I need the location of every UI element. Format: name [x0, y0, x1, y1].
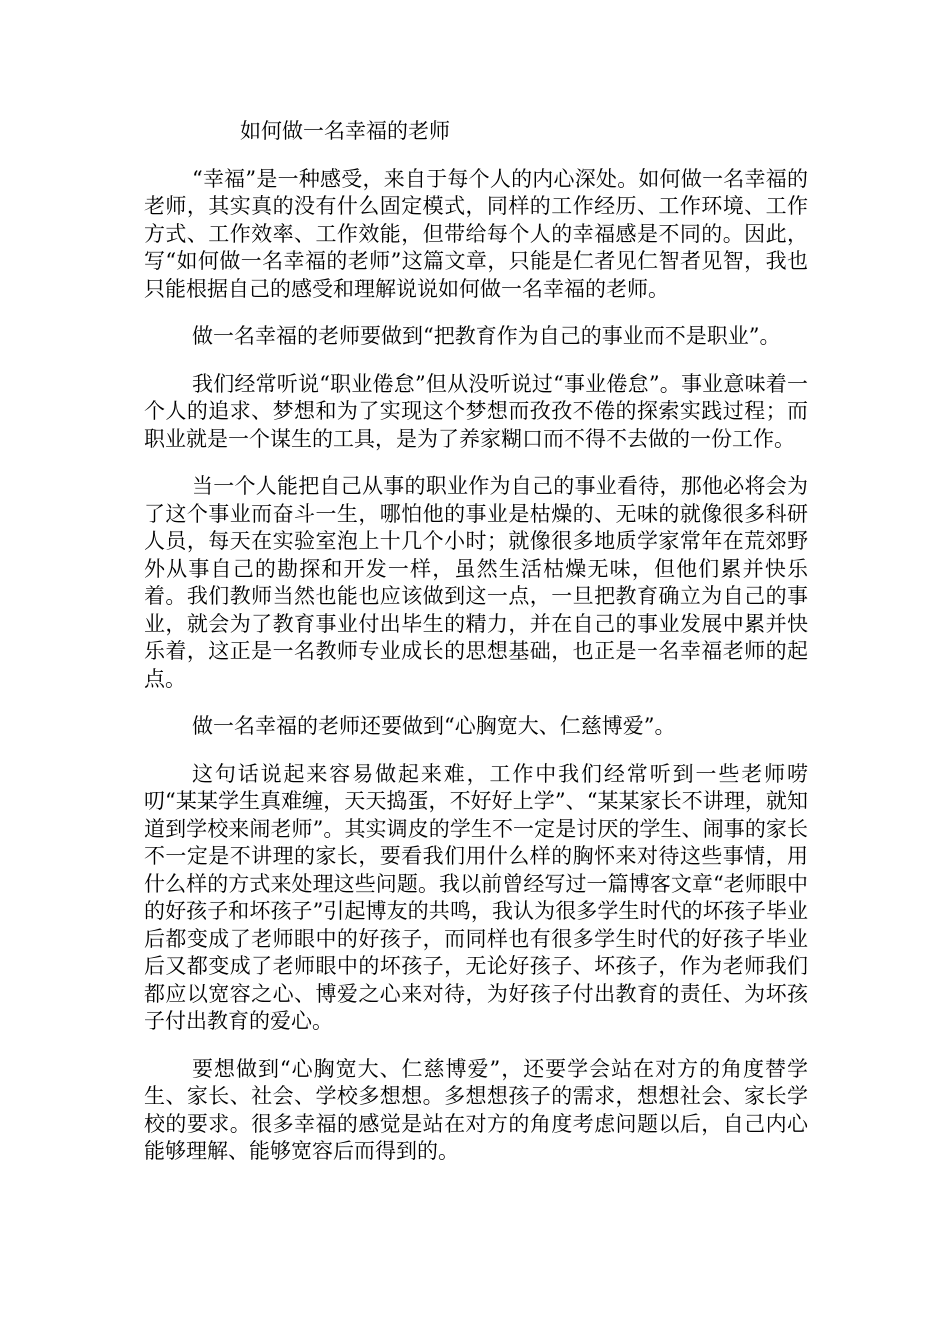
paragraph-2: 做一名幸福的老师要做到“把教育作为自己的事业而不是职业”。 — [192, 324, 781, 348]
paragraph-5: 做一名幸福的老师还要做到“心胸宽大、仁慈博爱”。 — [192, 714, 676, 738]
paragraph-6: 这句话说起来容易做起来难，工作中我们经常听到一些老师唠叨“某某学生真难缠，天天捣蛋，不好好上学”、“某某家长不讲理，就知道到学校来闹老师”。其实调皮的学生不一定是讨厌的学生、闹事的家长不一定是不讲理的家长，要看我们用什么样的胸怀来对待这些事情，用什么样的方式来处理这些问题。我以前曾经写过一篇博客文章“老师眼中的好孩子和坏孩子”引起博友的共鸣，我认为很多学生时代的坏孩子毕业后都变成了老师眼中的好孩子，而同样也有很多学生时代的好孩子毕业后又都变成了老师眼中的坏孩子，无论好孩子、坏孩子，作为老师我们都应以宽容之心、博爱之心来对待，为好孩子付出教育的责任、为坏孩子付出教育的爱心。 — [144, 761, 808, 1033]
document-body — [144, 118, 808, 1186]
document-title: 如何做一名幸福的老师 — [240, 119, 450, 143]
paragraph-4: 当一个人能把自己从事的职业作为自己的事业看待，那他必将会为了这个事业而奋斗一生，哪怕他的事业是枯燥的、无味的就像很多科研人员，每天在实验室泡上十几个小时；就像很多地质学家常年在荒郊野外从事自己的勘探和开发一样，虽然生活枯燥无味，但他们累并快乐着。我们教师当然也能也应该做到这一点，一旦把教育确立为自己的事业，就会为了教育事业付出毕生的精力，并在自己的事业发展中累并快乐着，这正是一名教师专业成长的思想基础，也正是一名幸福老师的起点。 — [144, 474, 808, 691]
paragraph-3: 我们经常听说“职业倦怠”但从没听说过“事业倦怠”。事业意味着一个人的追求、梦想和为了实现这个梦想而孜孜不倦的探索实践过程；而职业就是一个谋生的工具，是为了养家糊口而不得不去做的一份工作。 — [144, 371, 808, 451]
paragraph-1: “幸福”是一种感受，来自于每个人的内心深处。如何做一名幸福的老师，其实真的没有什么固定模式，同样的工作经历、工作环境、工作方式、工作效率、工作效能，但带给每个人的幸福感是不同的。因此，写“如何做一名幸福的老师”这篇文章，只能是仁者见仁智者见智，我也只能根据自己的感受和理解说说如何做一名幸福的老师。 — [144, 166, 808, 301]
paragraph-7: 要想做到“心胸宽大、仁慈博爱”，还要学会站在对方的角度替学生、家长、社会、学校多想想。多想想孩子的需求，想想社会、家长学校的要求。很多幸福的感觉是站在对方的角度考虑问题以后，自己内心能够理解、能够宽容后而得到的。 — [144, 1056, 808, 1163]
